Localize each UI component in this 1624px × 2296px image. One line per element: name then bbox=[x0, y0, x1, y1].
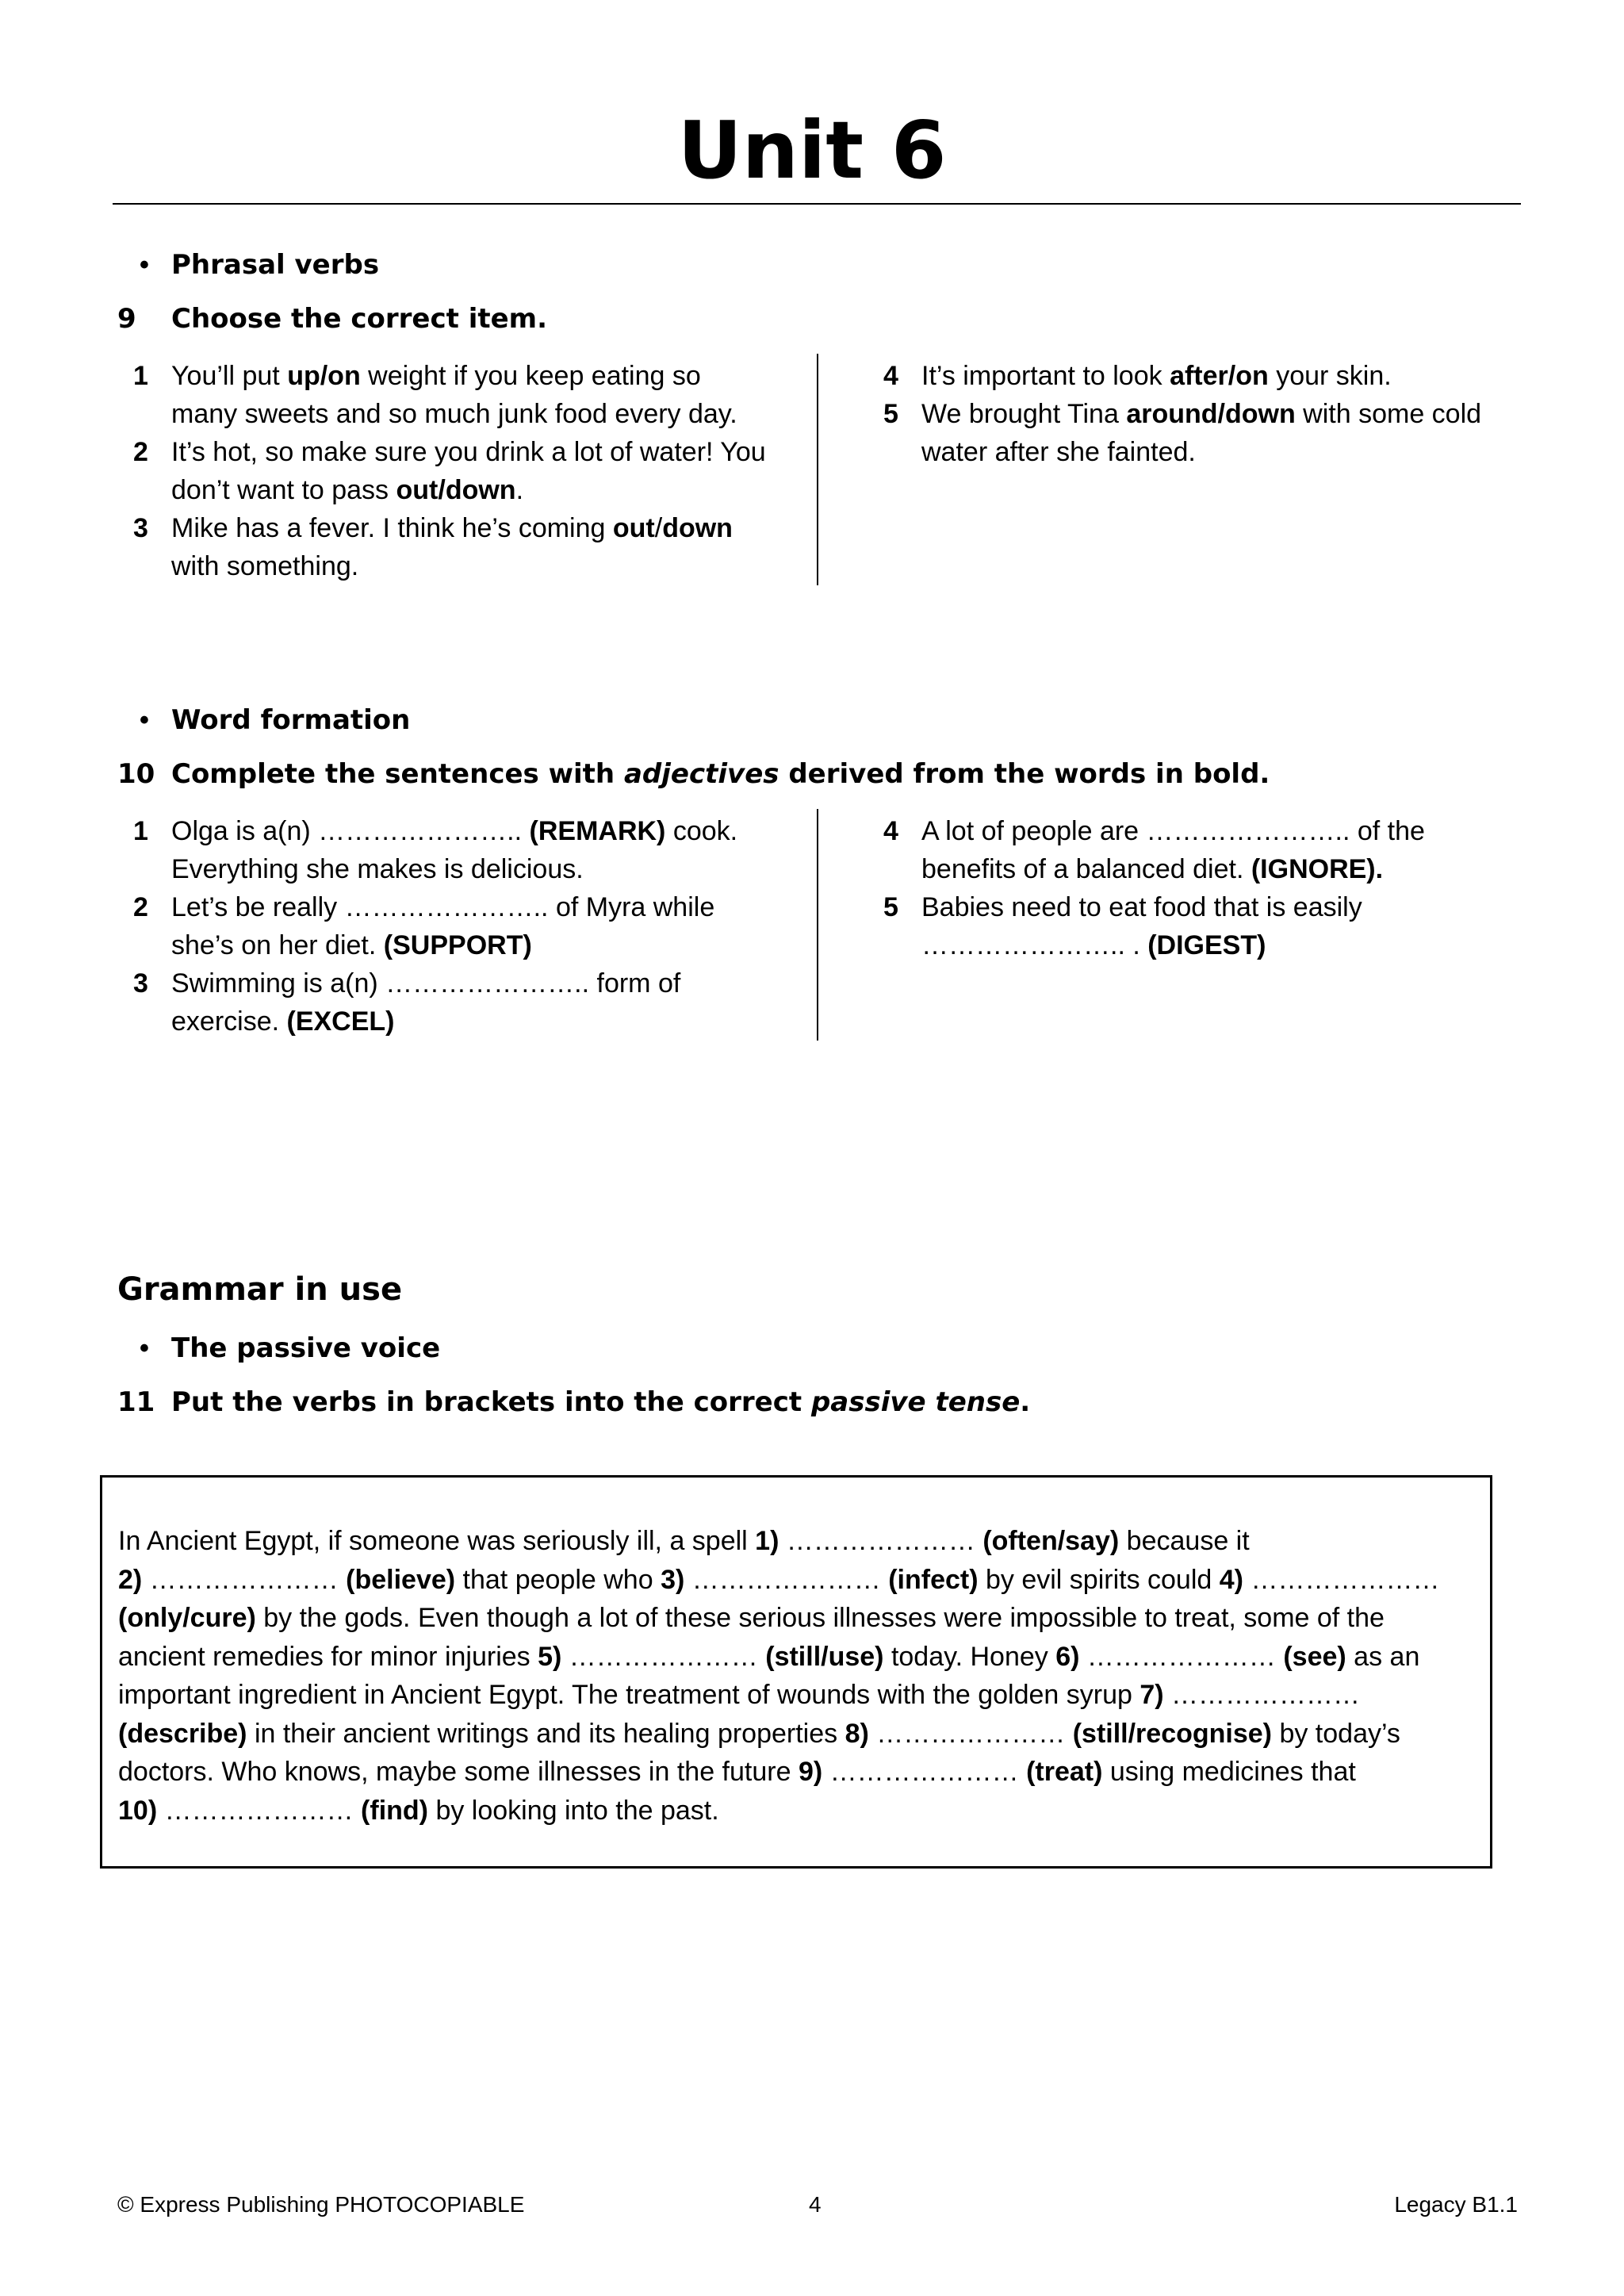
item-keyword: (REMARK) bbox=[529, 816, 666, 846]
passage-segment: ………………… bbox=[1079, 1641, 1284, 1672]
passage-segment: ………………… bbox=[1163, 1680, 1361, 1710]
item-text: with something. bbox=[171, 551, 359, 581]
exercise-11-instruction bbox=[117, 1386, 1030, 1418]
item-choice: down bbox=[662, 513, 733, 543]
item-number: 5 bbox=[883, 399, 898, 429]
exercise-item bbox=[883, 357, 1510, 395]
exercise-number: 9 bbox=[117, 303, 136, 335]
passage-segment: In Ancient Egypt, if someone was seriously ill, a spell bbox=[118, 1526, 756, 1556]
exercise-item bbox=[133, 433, 768, 509]
passage-box bbox=[100, 1475, 1492, 1869]
passage-segment: ………………… bbox=[561, 1641, 766, 1672]
item-number: 2 bbox=[133, 892, 148, 922]
passage-segment: doctors. Who knows, maybe some illnesses in the future bbox=[118, 1757, 799, 1787]
exercise-item bbox=[133, 888, 768, 964]
passage-segment: ………………… bbox=[822, 1757, 1027, 1787]
bullet-icon: • bbox=[140, 250, 149, 280]
page-title: Unit 6 bbox=[677, 104, 947, 197]
passage-segment: in their ancient writings and its healing properties bbox=[247, 1718, 845, 1749]
passage-segment: using medicines that bbox=[1102, 1757, 1356, 1787]
bullet-icon: • bbox=[140, 705, 149, 735]
item-text: your skin. bbox=[1268, 361, 1392, 391]
item-keyword: (EXCEL) bbox=[286, 1006, 395, 1037]
item-text: Mike has a fever. I think he’s coming bbox=[171, 513, 613, 543]
passage-segment: ………………… bbox=[868, 1718, 1073, 1749]
exercise-10-right-column bbox=[883, 812, 1510, 964]
passage-segment: ………………… bbox=[684, 1564, 889, 1595]
exercise-item bbox=[133, 357, 768, 433]
column-divider bbox=[817, 354, 818, 585]
phrasal-verbs-heading bbox=[140, 249, 380, 281]
item-text: Swimming is a(n) ………………….. form of exercise. bbox=[171, 968, 681, 1037]
item-text: / bbox=[654, 513, 663, 543]
item-number: 1 bbox=[133, 361, 148, 391]
instruction-text: derived from the words in bold. bbox=[779, 758, 1270, 790]
instruction-text: . bbox=[1020, 1386, 1031, 1418]
passage-bold-segment: (infect) bbox=[888, 1564, 979, 1595]
item-text: We brought Tina bbox=[921, 399, 1127, 429]
item-number: 4 bbox=[883, 816, 898, 846]
passage-segment: ………………… bbox=[142, 1564, 347, 1595]
passage-bold-segment: (describe) bbox=[118, 1718, 247, 1749]
passage-segment: ………………… bbox=[1243, 1564, 1440, 1595]
exercise-item bbox=[133, 964, 768, 1041]
passage-bold-segment: (still/recognise) bbox=[1072, 1718, 1272, 1749]
passage-segment: ………………… bbox=[779, 1526, 983, 1556]
footer-page-number: 4 bbox=[809, 2192, 822, 2217]
footer-copyright: © Express Publishing PHOTOCOPIABLE bbox=[117, 2192, 525, 2217]
item-text: A lot of people are ………………….. of the benefits of a balanced diet. bbox=[921, 816, 1425, 884]
instruction-text: Choose the correct item. bbox=[171, 303, 548, 335]
exercise-9-left-column bbox=[133, 357, 768, 585]
exercise-9-right-column bbox=[883, 357, 1510, 471]
exercise-10-instruction bbox=[117, 758, 1270, 790]
passage-segment: by today’s bbox=[1272, 1718, 1400, 1749]
instruction-text: Put the verbs in brackets into the correct bbox=[171, 1386, 811, 1418]
item-number: 3 bbox=[133, 513, 148, 543]
passage-bold-segment: (treat) bbox=[1026, 1757, 1103, 1787]
bullet-icon: • bbox=[140, 1333, 149, 1363]
passage-segment: by looking into the past. bbox=[428, 1795, 719, 1826]
item-text: Let’s be really ………………….. of Myra while she’s on her diet. bbox=[171, 892, 715, 960]
exercise-item bbox=[883, 812, 1510, 888]
phrasal-verbs-label: Phrasal verbs bbox=[171, 249, 380, 281]
item-choice: out bbox=[612, 513, 655, 543]
item-number: 2 bbox=[133, 437, 148, 467]
passage-segment: ancient remedies for minor injuries bbox=[118, 1641, 538, 1672]
passage-text bbox=[118, 1522, 1479, 1830]
item-text: It’s important to look bbox=[921, 361, 1170, 391]
passage-bold-segment: (find) bbox=[361, 1795, 428, 1826]
passage-bold-segment: 4) bbox=[1219, 1564, 1243, 1595]
passage-bold-segment: 2) bbox=[118, 1564, 143, 1595]
instruction-emphasis: adjectives bbox=[623, 758, 779, 790]
item-text: with some cold water after she fainted. bbox=[921, 399, 1482, 467]
passage-segment: that people who bbox=[455, 1564, 661, 1595]
column-divider bbox=[817, 809, 818, 1041]
passage-bold-segment: 5) bbox=[538, 1641, 562, 1672]
passage-bold-segment: 3) bbox=[661, 1564, 685, 1595]
passage-segment: because it bbox=[1119, 1526, 1250, 1556]
item-choice: around/down bbox=[1126, 399, 1296, 429]
item-keyword: (SUPPORT) bbox=[383, 930, 532, 960]
item-number: 3 bbox=[133, 968, 148, 999]
title-divider bbox=[113, 203, 1521, 205]
item-choice: up/on bbox=[287, 361, 361, 391]
item-text: It’s hot, so make sure you drink a lot of water! You don’t want to pass bbox=[171, 437, 766, 505]
item-choice: after/on bbox=[1170, 361, 1269, 391]
item-text: weight if you keep eating so many sweets and so much junk food every day. bbox=[171, 361, 737, 429]
item-number: 1 bbox=[133, 816, 148, 846]
passage-bold-segment: (see) bbox=[1283, 1641, 1346, 1672]
item-number: 4 bbox=[883, 361, 898, 391]
exercise-item bbox=[133, 509, 768, 585]
item-keyword: (DIGEST) bbox=[1147, 930, 1266, 960]
item-number: 5 bbox=[883, 892, 898, 922]
passage-bold-segment: (still/use) bbox=[765, 1641, 884, 1672]
passage-bold-segment: 9) bbox=[798, 1757, 823, 1787]
passage-segment: ………………… bbox=[157, 1795, 362, 1826]
passage-bold-segment: 7) bbox=[1139, 1680, 1164, 1710]
passive-voice-heading bbox=[140, 1332, 441, 1364]
item-text: cook. Everything she makes is delicious. bbox=[171, 816, 738, 884]
item-choice: out/down bbox=[396, 475, 516, 505]
passage-bold-segment: 6) bbox=[1055, 1641, 1080, 1672]
item-text: . bbox=[515, 475, 524, 505]
exercise-number: 11 bbox=[117, 1386, 155, 1418]
passage-segment: as an bbox=[1346, 1641, 1420, 1672]
passage-bold-segment: 10) bbox=[118, 1795, 158, 1826]
passage-bold-segment: (believe) bbox=[346, 1564, 456, 1595]
item-text: Babies need to eat food that is easily ………………….. . bbox=[921, 892, 1362, 960]
passage-segment: today. Honey bbox=[883, 1641, 1056, 1672]
passage-segment: by evil spirits could bbox=[978, 1564, 1220, 1595]
exercise-item bbox=[133, 812, 768, 888]
instruction-text: Complete the sentences with bbox=[171, 758, 624, 790]
item-keyword: (IGNORE). bbox=[1251, 854, 1384, 884]
exercise-number: 10 bbox=[117, 758, 155, 790]
instruction-emphasis: passive tense bbox=[810, 1386, 1021, 1418]
exercise-item bbox=[883, 395, 1510, 471]
passage-segment: by the gods. Even though a lot of these serious illnesses were impossible to treat, some of the bbox=[255, 1603, 1385, 1633]
passage-segment: important ingredient in Ancient Egypt. The treatment of wounds with the golden syrup bbox=[118, 1680, 1140, 1710]
exercise-9-instruction bbox=[117, 303, 547, 335]
grammar-in-use-title: Grammar in use bbox=[117, 1271, 403, 1308]
exercise-10-left-column bbox=[133, 812, 768, 1041]
exercise-item bbox=[883, 888, 1510, 964]
passage-bold-segment: 1) bbox=[755, 1526, 779, 1556]
passive-voice-label: The passive voice bbox=[171, 1332, 441, 1364]
item-text: Olga is a(n) ………………….. bbox=[171, 816, 530, 846]
passage-bold-segment: 8) bbox=[845, 1718, 869, 1749]
footer-book-title: Legacy B1.1 bbox=[1394, 2192, 1518, 2217]
word-formation-label: Word formation bbox=[171, 704, 411, 736]
word-formation-heading bbox=[140, 704, 411, 736]
passage-bold-segment: (often/say) bbox=[982, 1526, 1120, 1556]
passage-bold-segment: (only/cure) bbox=[118, 1603, 256, 1633]
item-text: You’ll put bbox=[171, 361, 288, 391]
